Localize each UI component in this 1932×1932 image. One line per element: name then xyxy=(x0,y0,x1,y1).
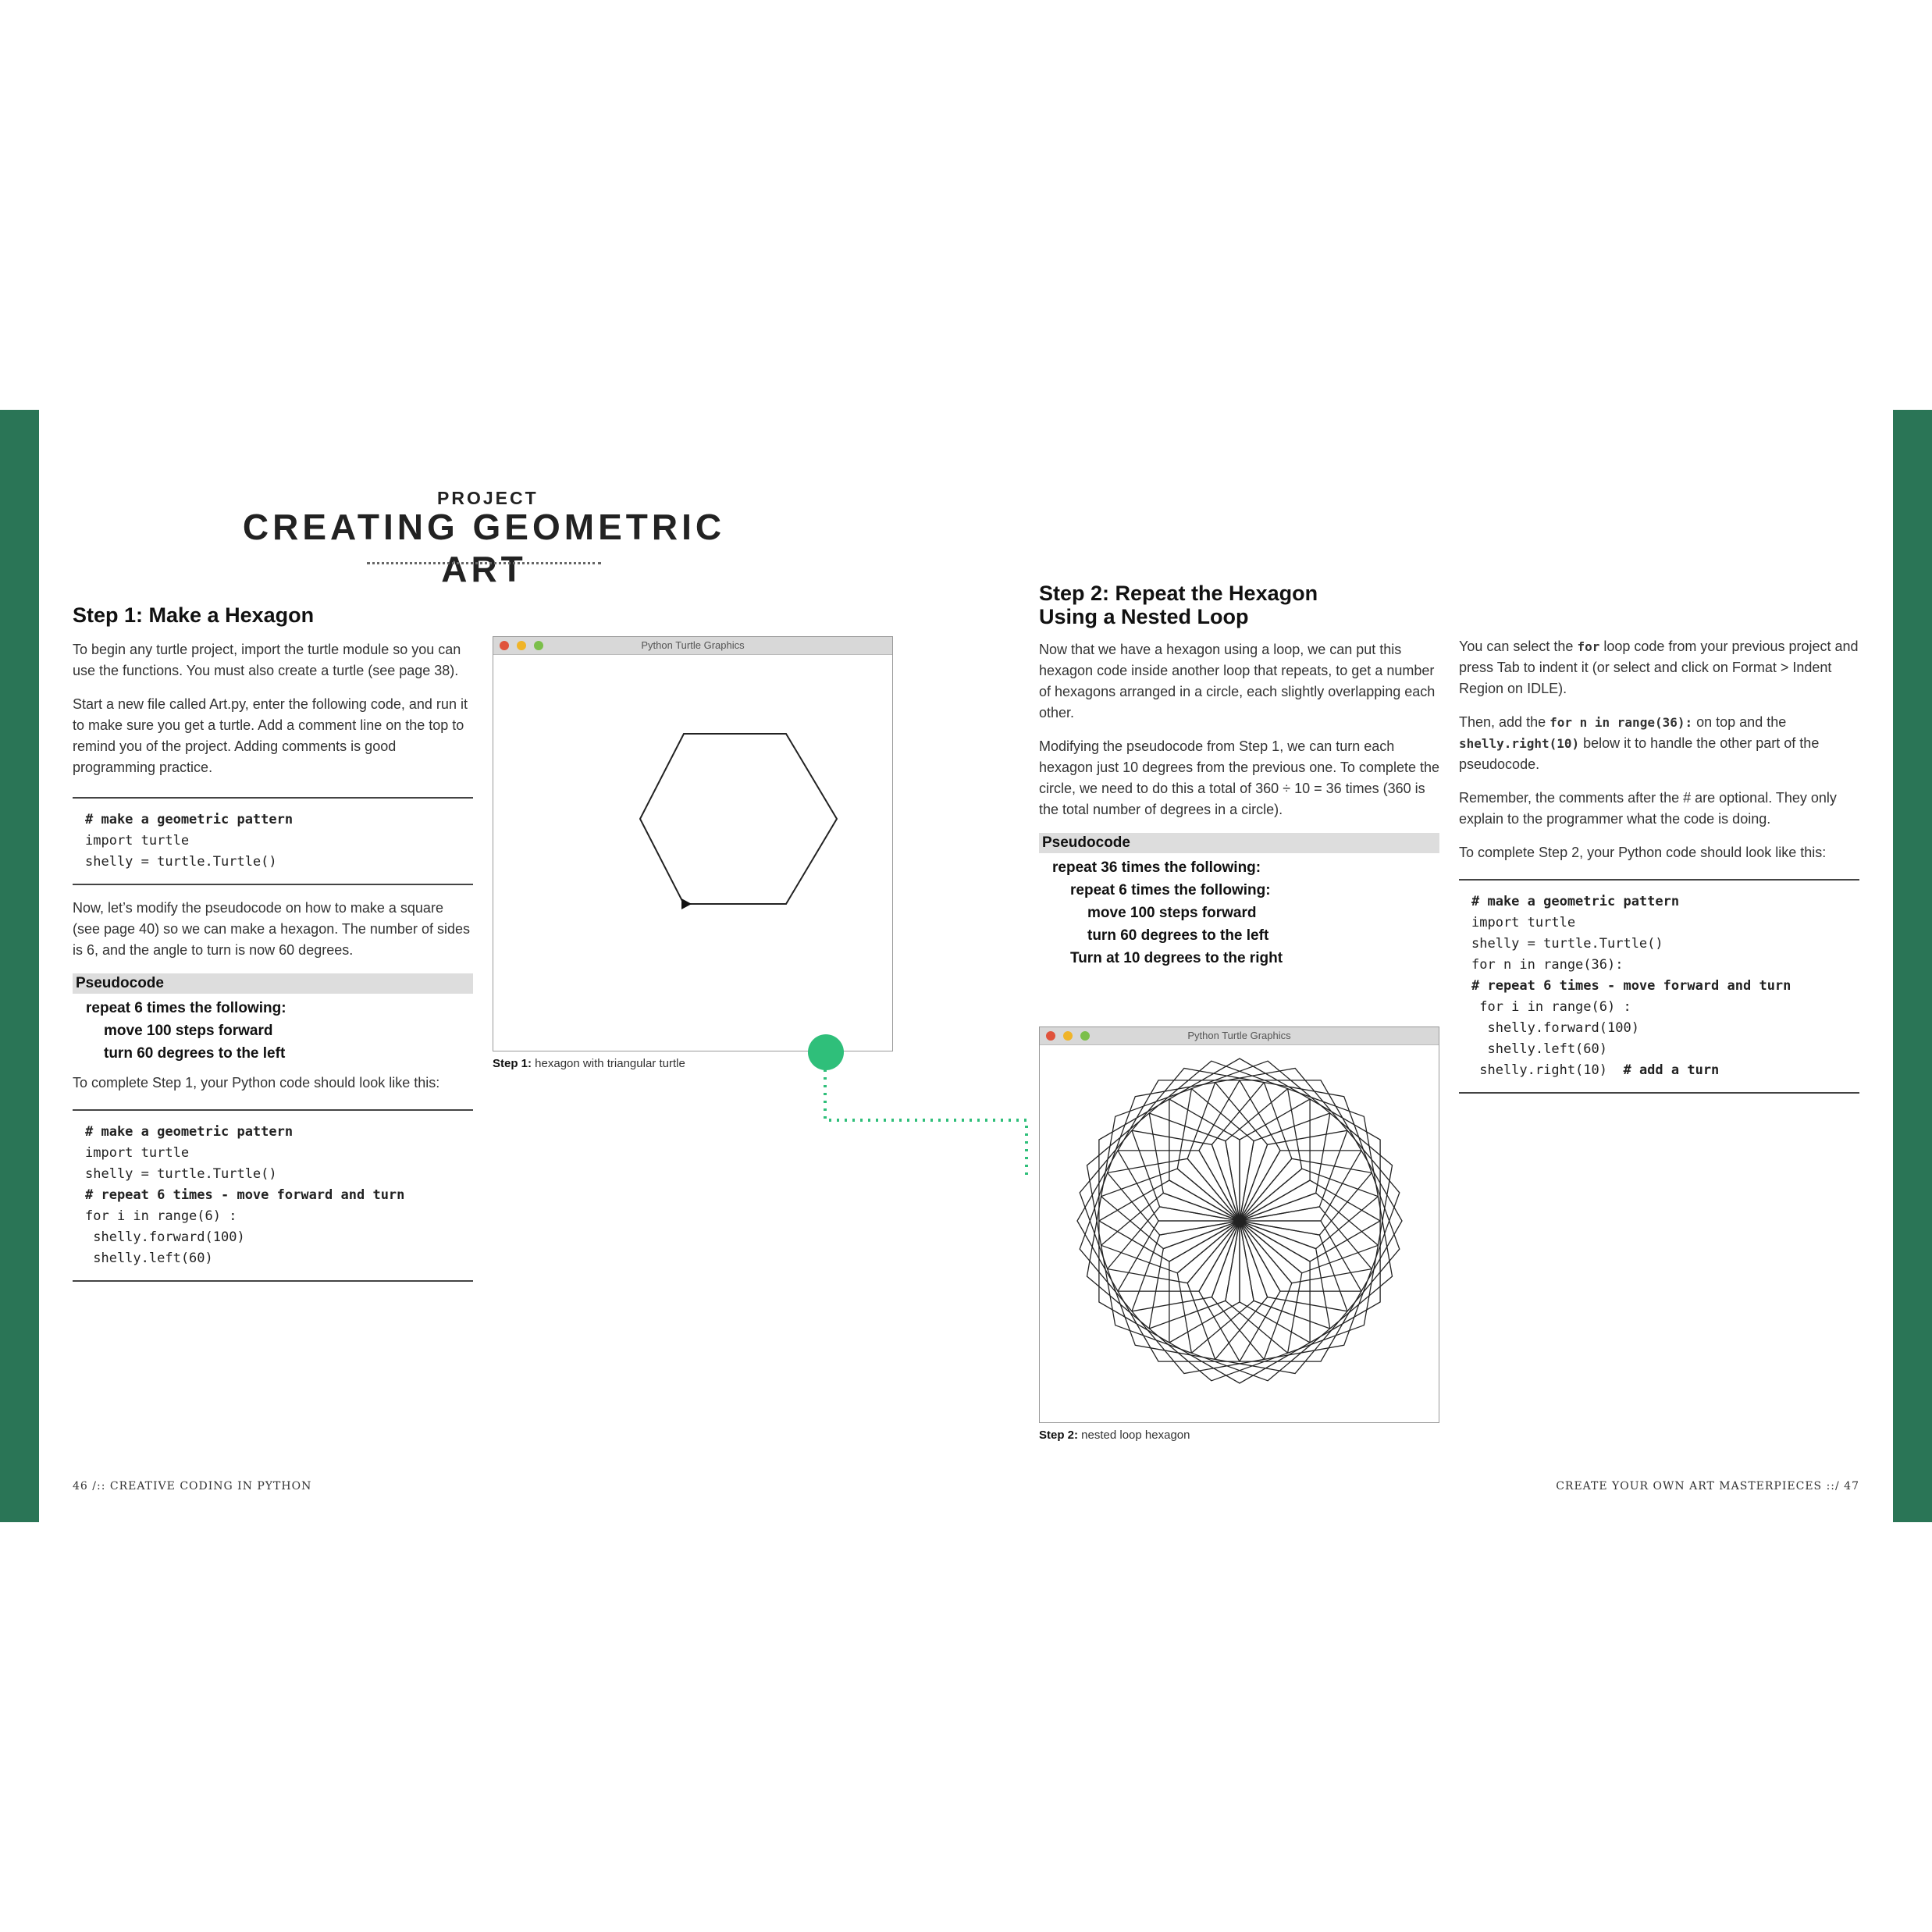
pseudo-line: turn 60 degrees to the left xyxy=(1087,927,1269,944)
code-line: import turtle xyxy=(1471,915,1576,930)
page-title: CREATING GEOMETRIC ART xyxy=(242,507,726,589)
footer-left: 46 /:: CREATIVE CODING IN PYTHON xyxy=(73,1480,312,1493)
right-para3: Remember, the comments after the # are optional. They only explain to the programmer what the code is doing. xyxy=(1459,790,1837,827)
step2-para1: Now that we have a hexagon using a loop, we can put this hexagon code inside another loop that repeats, to get a number of hexagons arranged in a circle, each slightly overlapping each other. xyxy=(1039,642,1436,720)
hexagon-canvas xyxy=(493,655,892,1051)
code-line: shelly.left(60) xyxy=(1471,1041,1607,1057)
code-line: # repeat 6 times - move forward and turn xyxy=(85,1187,405,1203)
dotted-connector xyxy=(820,1069,1030,1179)
step2-para2: Modifying the pseudocode from Step 1, we can turn each hexagon just 10 degrees from the previous one. To complete the circle, we need to do this a total of 360 ÷ 10 = 36 times (360 is the total number of degrees in a circle). xyxy=(1039,738,1439,817)
right-green-band xyxy=(1893,410,1932,1522)
inline-code: shelly.right(10) xyxy=(1459,736,1580,751)
code-line: shelly.forward(100) xyxy=(85,1229,245,1245)
pseudo-line: repeat 6 times the following: xyxy=(86,1000,286,1016)
pseudo-line: move 100 steps forward xyxy=(1087,905,1257,921)
code-line: shelly = turtle.Turtle() xyxy=(1471,936,1663,952)
code-line: for i in range(6) : xyxy=(85,1208,237,1224)
step2-column xyxy=(1039,582,1439,970)
step1-para3: Now, let’s modify the pseudocode on how to make a square (see page 40) so we can make a hexagon. The number of sides is 6, and the angle to turn is now 60 degrees. xyxy=(73,900,470,958)
code-line: # make a geometric pattern xyxy=(85,1124,294,1140)
project-kicker: PROJECT xyxy=(437,488,539,508)
right-para4: To complete Step 2, your Python code should look like this: xyxy=(1459,845,1827,860)
pseudo-line: turn 60 degrees to the left xyxy=(104,1045,286,1062)
step2-figure-caption: Step 2: nested loop hexagon xyxy=(1039,1429,1190,1442)
step2-pseudocode xyxy=(1039,833,1439,970)
code-line: for i in range(6) : xyxy=(1471,999,1631,1015)
code-line: shelly = turtle.Turtle() xyxy=(85,854,277,870)
right-para1: You can select the for loop code from your previous project and press Tab to indent it (or select and click on Format > Indent Region on IDLE). xyxy=(1459,639,1859,696)
pseudo-line: Turn at 10 degrees to the right xyxy=(1070,950,1283,966)
turtle-window-step2 xyxy=(1039,1026,1439,1423)
title-divider xyxy=(367,562,601,564)
pseudocode-heading: Pseudocode xyxy=(73,973,473,994)
code-line: shelly.right(10) # add a turn xyxy=(1471,1062,1720,1078)
pseudocode-heading: Pseudocode xyxy=(1039,833,1439,853)
code-line: # repeat 6 times - move forward and turn xyxy=(1471,978,1791,994)
code-line: for n in range(36): xyxy=(1471,957,1624,973)
step1-para1: To begin any turtle project, import the turtle module so you can use the functions. You must also create a turtle (see page 38). xyxy=(73,642,461,678)
code-line: # make a geometric pattern xyxy=(85,812,294,827)
code-line: import turtle xyxy=(85,1145,190,1161)
step1-code-block-1 xyxy=(73,797,473,885)
footer-right: CREATE YOUR OWN ART MASTERPIECES ::/ 47 xyxy=(1556,1480,1859,1493)
inline-code: for xyxy=(1577,639,1600,654)
turtle-arrow-icon xyxy=(681,898,692,909)
pseudo-line: repeat 6 times the following: xyxy=(1070,882,1271,898)
pseudo-line: repeat 36 times the following: xyxy=(1052,859,1261,876)
code-line: # make a geometric pattern xyxy=(1471,894,1680,909)
step1-code-block-2 xyxy=(73,1109,473,1282)
window-titlebar xyxy=(493,637,892,655)
step2-code-block xyxy=(1459,879,1859,1094)
step1-column xyxy=(73,603,473,1282)
code-line: shelly.forward(100) xyxy=(1471,1020,1639,1036)
step2-right-column xyxy=(1459,636,1859,1094)
connector-dot xyxy=(808,1034,844,1070)
dotted-connector-line xyxy=(825,1069,1026,1179)
nested-hexagon-canvas xyxy=(1040,1045,1439,1422)
left-green-band xyxy=(0,410,39,1522)
step1-para2: Start a new file called Art.py, enter the following code, and run it to make sure you get a turtle. Add a comment line on the top to remind you of the project. Adding comments is good programming practice. xyxy=(73,696,468,775)
hexagon-shape xyxy=(640,734,837,904)
window-title: Python Turtle Graphics xyxy=(641,639,745,651)
step1-figure-caption: Step 1: hexagon with triangular turtle xyxy=(493,1057,685,1070)
code-line: import turtle xyxy=(85,833,190,849)
pseudo-line: move 100 steps forward xyxy=(104,1023,273,1039)
window-title: Python Turtle Graphics xyxy=(1187,1030,1291,1041)
step1-heading: Step 1: Make a Hexagon xyxy=(73,603,315,627)
turtle-window-step1 xyxy=(493,636,893,1051)
step2-heading-line2: Using a Nested Loop xyxy=(1039,605,1249,628)
step1-pseudocode xyxy=(73,973,473,1065)
window-titlebar xyxy=(1040,1027,1439,1045)
code-line: shelly.left(60) xyxy=(85,1251,213,1266)
inline-code: for n in range(36): xyxy=(1550,715,1693,730)
step2-heading-line1: Step 2: Repeat the Hexagon xyxy=(1039,582,1318,605)
step1-para4: To complete Step 1, your Python code should look like this: xyxy=(73,1075,440,1091)
code-line: shelly = turtle.Turtle() xyxy=(85,1166,277,1182)
right-para2: Then, add the for n in range(36): on top and the shelly.right(10) below it to handle the other part of the pseudocode. xyxy=(1459,714,1820,772)
